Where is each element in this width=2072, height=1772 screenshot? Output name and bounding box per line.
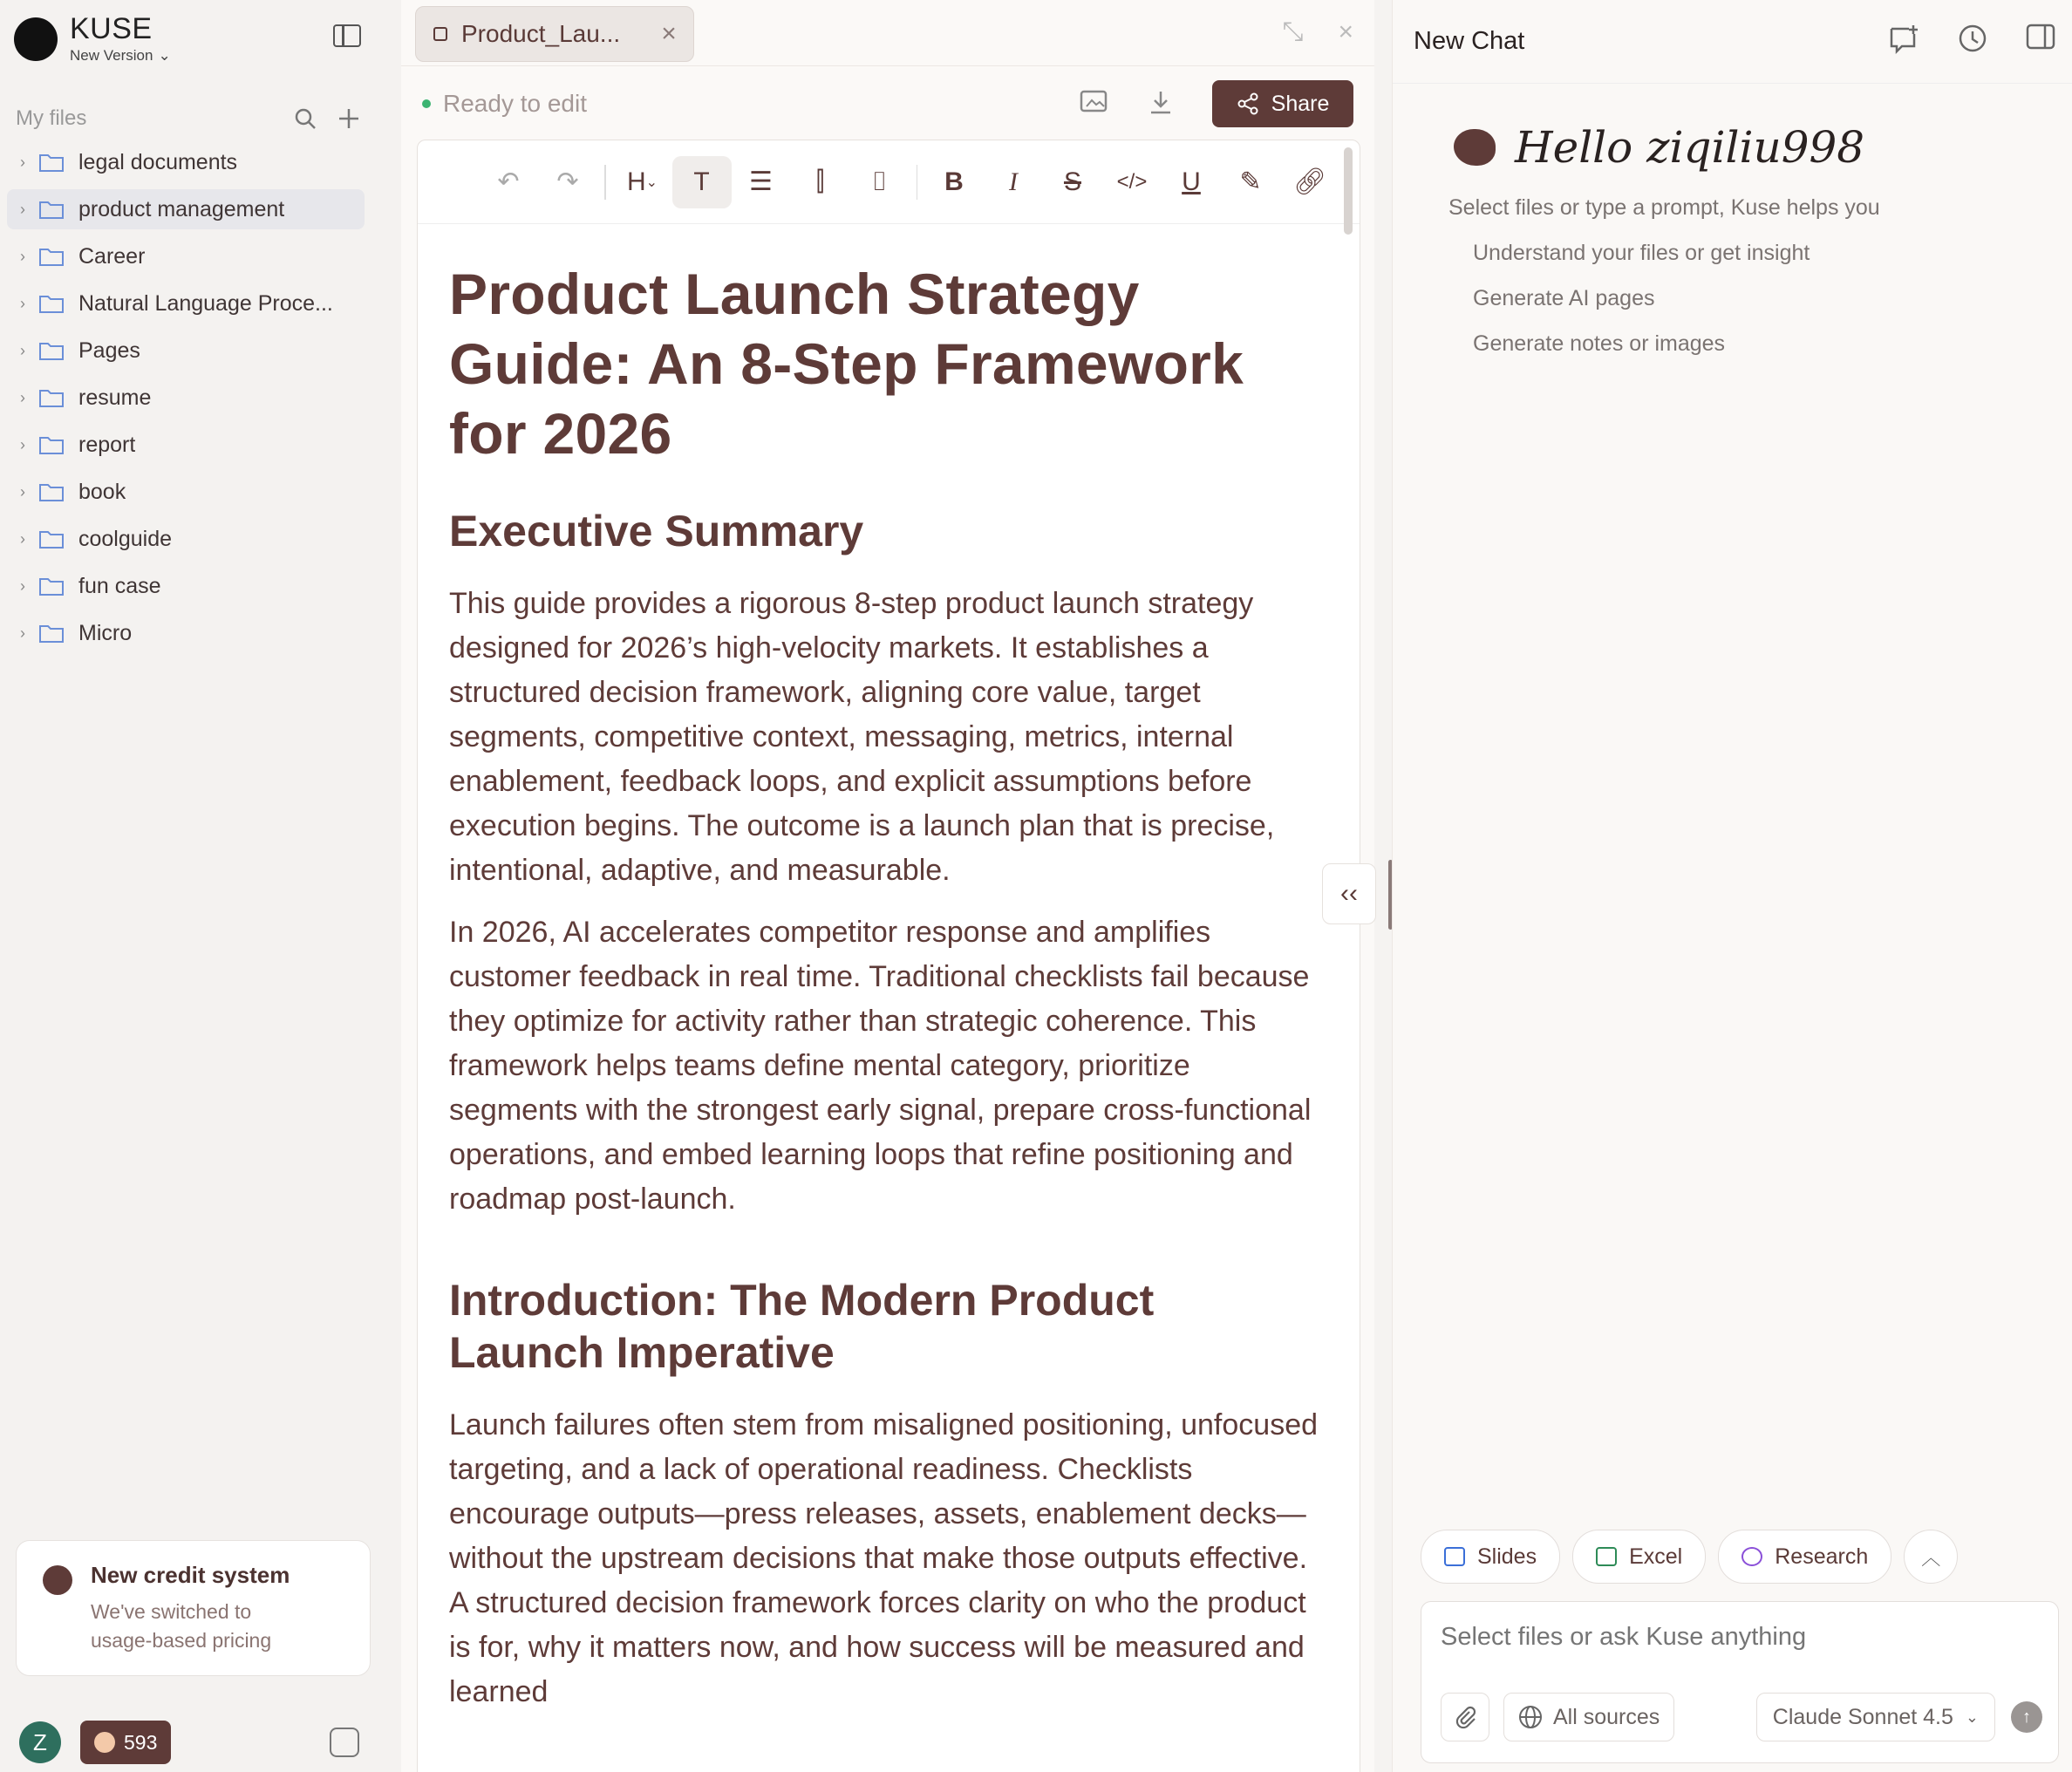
block-icon[interactable]: ⌷ xyxy=(871,167,888,196)
avatar[interactable]: Z xyxy=(19,1721,61,1763)
search-icon[interactable] xyxy=(290,103,321,134)
sources-label: All sources xyxy=(1553,1704,1660,1729)
folder-item[interactable] xyxy=(7,425,365,465)
credit-card-subtitle: We've switched to xyxy=(91,1600,252,1623)
chevron-right-icon[interactable]: › xyxy=(20,435,25,453)
folder-item[interactable] xyxy=(7,472,365,512)
chevron-right-icon[interactable]: › xyxy=(20,341,25,359)
close-pane-icon[interactable]: × xyxy=(1338,17,1353,46)
folder-label: product management xyxy=(78,196,285,222)
credits-badge[interactable] xyxy=(80,1721,171,1764)
heading-introduction: Introduction: The Modern Product Launch Imperative xyxy=(449,1276,1155,1377)
minimize-icon[interactable]: ⤡ xyxy=(1282,17,1304,46)
paragraph: In 2026, AI accelerates competitor response and amplifies customer feedback in real time. Traditional checklists fail because they optimize for activity rather than strategic coherence. This framework helps teams define mental category, prioritize segments with the strongest early signal, prepare cross-functional operations, and embed learning loops that refine positioning and roadmap post-launch. xyxy=(449,916,1312,1216)
image-edit-icon[interactable] xyxy=(1080,89,1109,119)
folder-label: legal documents xyxy=(78,149,238,174)
folder-item[interactable] xyxy=(7,613,365,653)
toggle-panel-icon[interactable] xyxy=(2026,24,2055,59)
attach-icon[interactable] xyxy=(1441,1693,1489,1741)
document-icon xyxy=(433,27,447,41)
chevron-right-icon[interactable]: › xyxy=(20,529,25,548)
folder-label: book xyxy=(78,479,126,504)
folder-label: Career xyxy=(78,243,146,269)
heading-button[interactable]: H ⌄ xyxy=(626,167,658,196)
folder-icon xyxy=(38,481,65,502)
download-icon[interactable] xyxy=(1148,89,1174,119)
chevron-down-icon: ⌄ xyxy=(158,47,171,64)
highlight-icon[interactable]: ✎ xyxy=(1239,167,1262,196)
paragraph: This guide provides a rigorous 8-step product launch strategy designed for 2026’s high-velocity markets. It establishes a structured decision framework, aligning core value, target segments, competitive context, messaging, metrics, internal enablement, feedback loops, and explicit assumptions before execution begins. The outcome is a launch plan that is precise, intentional, adaptive, and measurable. xyxy=(449,587,1275,887)
credit-announcement-card[interactable] xyxy=(16,1540,371,1676)
text-button[interactable]: T xyxy=(672,156,732,208)
chevron-right-icon[interactable]: › xyxy=(20,153,25,171)
chat-title: New Chat xyxy=(1414,27,1525,55)
scrollbar[interactable] xyxy=(1344,147,1353,235)
slides-icon xyxy=(1444,1547,1465,1566)
new-chat-icon[interactable] xyxy=(1888,24,1919,59)
chat-input[interactable] xyxy=(1441,1623,2034,1652)
folder-item[interactable] xyxy=(7,189,365,229)
formatting-toolbar xyxy=(418,140,1360,224)
folder-label: coolguide xyxy=(78,526,173,551)
send-icon[interactable]: ↑ xyxy=(2011,1701,2042,1733)
redo-icon[interactable]: ↷ xyxy=(556,167,579,196)
slides-button[interactable]: Slides xyxy=(1421,1530,1560,1584)
strikethrough-button[interactable]: S xyxy=(1063,167,1081,196)
model-selector[interactable] xyxy=(1756,1693,1995,1741)
suggestion-item[interactable]: Generate AI pages xyxy=(1473,286,1655,310)
folder-icon xyxy=(38,528,65,549)
undo-icon[interactable]: ↶ xyxy=(497,167,520,196)
list-icon[interactable]: ☰ xyxy=(749,167,773,196)
model-label: Claude Sonnet 4.5 xyxy=(1772,1704,1953,1729)
paragraph: Launch failures often stem from misaligned positioning, unfocused targeting, and a lack of operational readiness. Checklists encourage outputs—press releases, assets, enablement decks—without the upstream decisions that make those outputs effective. A structured decision framework forces clarity on who the product is for, why it matters now, and how success will be measured and learned xyxy=(449,1408,1319,1708)
chevron-right-icon[interactable]: › xyxy=(20,247,25,265)
brand-logo xyxy=(14,17,58,61)
excel-button[interactable]: Excel xyxy=(1572,1530,1706,1584)
status-dot xyxy=(422,99,431,108)
chevron-right-icon[interactable]: › xyxy=(20,482,25,501)
status-text: Ready to edit xyxy=(443,90,587,117)
folder-icon xyxy=(38,152,65,173)
expand-panel-button[interactable]: ‹‹ xyxy=(1322,863,1376,924)
suggestion-item[interactable]: Understand your files or get insight xyxy=(1473,241,1810,265)
folder-icon xyxy=(38,293,65,314)
folder-icon xyxy=(38,199,65,220)
share-icon xyxy=(1237,92,1259,115)
folder-label: Pages xyxy=(78,337,140,363)
kuse-logo-icon xyxy=(1454,129,1496,166)
chevron-right-icon[interactable]: › xyxy=(20,388,25,406)
close-icon[interactable]: × xyxy=(661,19,677,48)
files-header xyxy=(16,103,365,134)
editor-pane xyxy=(401,0,1374,1772)
doc-title: Product Launch Strategy Guide: An 8-Step Framework for 2026 xyxy=(449,262,1244,466)
sources-button[interactable] xyxy=(1503,1693,1674,1741)
folder-item[interactable] xyxy=(7,519,365,559)
bold-button[interactable]: B xyxy=(944,167,964,196)
chevron-right-icon[interactable]: › xyxy=(20,200,25,218)
chevron-up-icon[interactable]: ︿ xyxy=(1904,1530,1958,1584)
chevron-right-icon[interactable]: › xyxy=(20,576,25,595)
files-title: My files xyxy=(16,106,87,130)
heading-executive-summary: Executive Summary xyxy=(449,507,864,555)
sidebar-footer xyxy=(19,1721,368,1764)
research-icon xyxy=(1741,1547,1762,1566)
brand[interactable] xyxy=(14,14,171,65)
history-icon[interactable] xyxy=(1958,24,1987,59)
status-row xyxy=(401,77,1374,131)
research-button[interactable]: Research xyxy=(1718,1530,1891,1584)
globe-icon xyxy=(1518,1705,1543,1729)
version-label: New Version xyxy=(70,47,153,64)
sidebar xyxy=(0,0,401,1772)
folder-item[interactable] xyxy=(7,283,365,324)
folder-label: resume xyxy=(78,385,152,410)
link-icon[interactable]: 🔗︎ xyxy=(1292,167,1327,196)
folder-icon xyxy=(38,246,65,267)
folder-label: Natural Language Proce... xyxy=(78,290,333,316)
folder-icon xyxy=(38,340,65,361)
tab-document[interactable] xyxy=(415,6,694,62)
credit-icon xyxy=(43,1565,72,1595)
document-content[interactable] xyxy=(418,224,1360,1714)
coin-icon xyxy=(94,1732,115,1753)
folder-item[interactable] xyxy=(7,331,365,371)
folder-label: report xyxy=(78,432,136,457)
table-icon xyxy=(1596,1547,1617,1566)
italic-button[interactable]: I xyxy=(1009,167,1018,196)
chevron-right-icon[interactable]: › xyxy=(20,624,25,642)
chat-pane xyxy=(1392,0,2072,1772)
mode-chips xyxy=(1421,1530,1958,1584)
brand-name: KUSE xyxy=(70,12,153,45)
tab-label: Product_Lau... xyxy=(461,20,621,47)
share-label: Share xyxy=(1271,91,1330,116)
version-selector[interactable] xyxy=(70,47,171,65)
feedback-icon[interactable] xyxy=(330,1728,359,1757)
underline-button[interactable]: U xyxy=(1182,167,1201,196)
collapse-sidebar-icon[interactable] xyxy=(333,24,361,47)
folder-icon xyxy=(38,623,65,644)
folder-item[interactable] xyxy=(7,566,365,606)
tab-bar xyxy=(401,0,1374,66)
credits-count: 593 xyxy=(124,1730,158,1754)
chevron-right-icon[interactable]: › xyxy=(20,294,25,312)
folder-item[interactable] xyxy=(7,236,365,276)
folder-label: Micro xyxy=(78,620,133,645)
file-tree xyxy=(0,142,366,660)
align-icon[interactable]: ⫿ xyxy=(815,167,825,196)
suggestion-item[interactable]: Generate notes or images xyxy=(1473,331,1726,356)
folder-icon xyxy=(38,576,65,596)
folder-label: fun case xyxy=(78,573,161,598)
code-button[interactable]: </> xyxy=(1116,169,1148,194)
add-icon[interactable] xyxy=(333,103,365,134)
chevron-down-icon: ⌄ xyxy=(1965,1707,1979,1726)
folder-item[interactable] xyxy=(7,378,365,418)
greeting-subtitle: Select files or type a prompt, Kuse helps you xyxy=(1448,195,1880,220)
suggestions xyxy=(1473,241,1810,377)
credit-card-title: New credit system xyxy=(91,1562,290,1588)
share-button[interactable] xyxy=(1212,80,1353,127)
greeting xyxy=(1454,122,1864,173)
credit-card-subtitle: usage-based pricing xyxy=(91,1629,272,1652)
folder-item[interactable] xyxy=(7,142,365,182)
greeting-text: Hello ziqiliu998 xyxy=(1515,122,1865,173)
chat-composer xyxy=(1421,1601,2059,1763)
folder-icon xyxy=(38,434,65,455)
folder-icon xyxy=(38,387,65,408)
chat-header xyxy=(1393,0,2072,84)
document-frame xyxy=(417,140,1360,1772)
